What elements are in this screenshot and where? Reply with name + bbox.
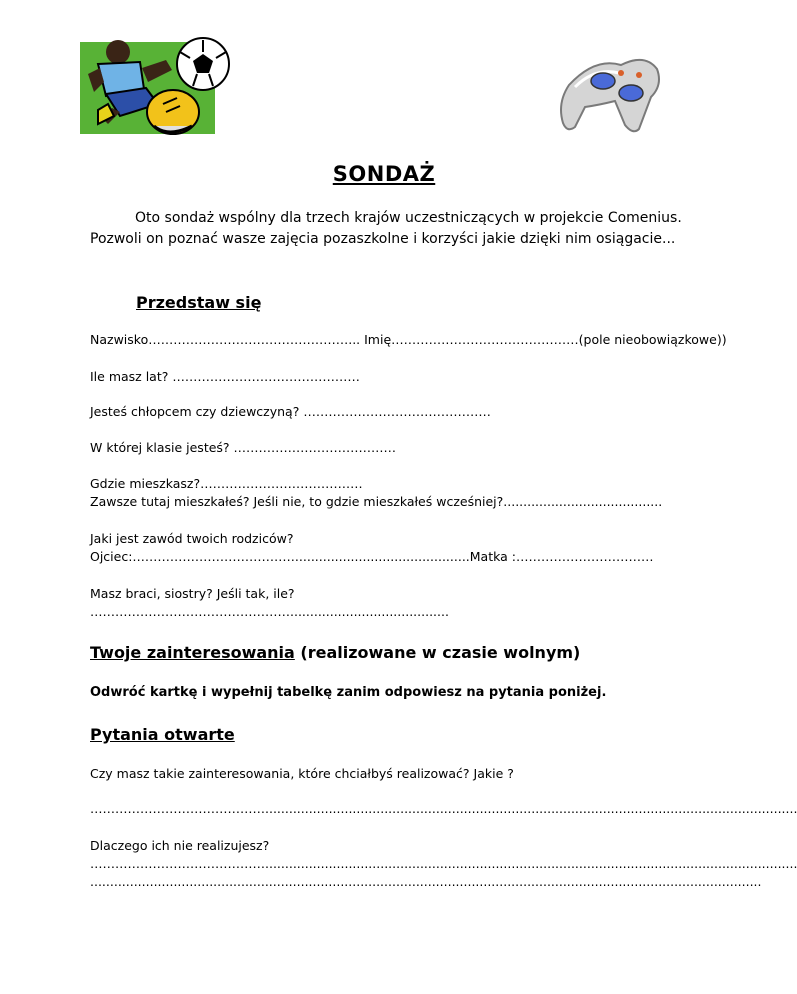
parents-field[interactable]: Ojciec:…………………………………............................................Matka :……………………………: [90, 549, 654, 564]
name-field[interactable]: Nazwisko…………………………………………... Imię………………………………………(pole nieobowiązkowe)): [90, 332, 727, 347]
siblings-field[interactable]: …………………………………………........................................: [90, 604, 449, 619]
class-field[interactable]: W której klasie jesteś? …………………………………: [90, 440, 397, 455]
gamepad-icon: [555, 45, 665, 135]
football-player-icon: [68, 34, 233, 139]
siblings-question: Masz braci, siostry? Jeśli tak, ile?: [90, 586, 295, 601]
open-question-1: Czy masz takie zainteresowania, które chciałbyś realizować? Jakie ?: [90, 766, 514, 781]
page-title: SONDAŻ: [332, 162, 436, 186]
open-questions-heading: Pytania otwarte: [90, 725, 235, 744]
gender-field[interactable]: Jesteś chłopcem czy dziewczyną? ………………………………………: [90, 404, 491, 419]
section-heading-introduce: Przedstaw się: [136, 293, 262, 312]
interests-heading-rest: (realizowane w czasie wolnym): [294, 643, 581, 662]
age-field[interactable]: Ile masz lat? ………………………………………: [90, 369, 360, 384]
instruction-text: Odwróć kartkę i wypełnij tabelkę zanim odpowiesz na pytania poniżej.: [90, 685, 607, 700]
open-question-2-answer-2[interactable]: .........................................................................................................................................................................: [90, 874, 762, 889]
section-heading-open-questions: [90, 725, 235, 744]
parents-question: Jaki jest zawód twoich rodziców?: [90, 531, 294, 546]
previous-residence-field[interactable]: Zawsze tutaj mieszkałeś? Jeśli nie, to gdzie mieszkałeś wcześniej?........................................: [90, 494, 663, 509]
residence-field[interactable]: Gdzie mieszkasz?…………………………………: [90, 476, 363, 491]
open-question-1-answer[interactable]: ……………………………………......................................................................................................................................: [90, 801, 797, 816]
intro-paragraph: Oto sondaż wspólny dla trzech krajów uczestniczących w projekcie Comenius. Pozwoli on poznać wasze zajęcia pozaszkolne i korzyści jakie dzięki nim osiągacie...: [90, 210, 682, 247]
section-heading-interests: [90, 643, 580, 662]
open-question-2-answer-1[interactable]: ……………………………………......................................................................................................................................: [90, 856, 797, 871]
open-question-2: Dlaczego ich nie realizujesz?: [90, 838, 270, 853]
interests-heading-underlined: Twoje zainteresowania: [90, 643, 295, 662]
